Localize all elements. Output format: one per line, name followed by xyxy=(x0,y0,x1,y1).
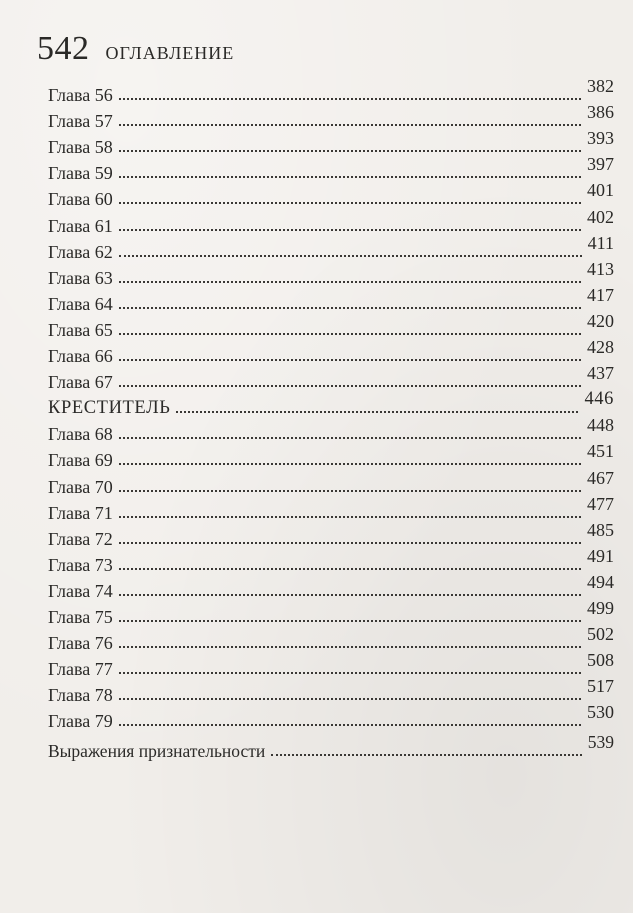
toc-entry-label: Глава 70 xyxy=(48,476,113,497)
dot-leader xyxy=(119,385,581,387)
toc-entry-label: Глава 78 xyxy=(48,685,113,706)
toc-entry-page: 417 xyxy=(587,284,614,305)
dot-leader xyxy=(119,516,581,518)
toc-entry-chapter-74[interactable] xyxy=(48,571,614,602)
dot-leader xyxy=(119,594,581,596)
toc-entry-label: Глава 66 xyxy=(48,346,113,367)
toc-entry-page: 413 xyxy=(587,258,614,279)
toc-entry-acknowledgments[interactable] xyxy=(48,731,614,762)
toc-entry-page: 485 xyxy=(587,519,614,540)
table-of-contents xyxy=(48,76,614,762)
toc-entry-chapter-75[interactable] xyxy=(48,597,614,628)
toc-entry-chapter-59[interactable] xyxy=(48,154,614,184)
dot-leader xyxy=(119,724,581,726)
toc-entry-chapter-68[interactable] xyxy=(48,415,614,445)
toc-entry-chapter-73[interactable] xyxy=(48,545,614,576)
toc-entry-chapter-62[interactable] xyxy=(48,232,614,263)
dot-leader xyxy=(119,646,581,648)
dot-leader xyxy=(119,568,581,570)
toc-entry-label: Глава 61 xyxy=(48,215,113,236)
toc-entry-label: Выражения признательности xyxy=(48,740,266,761)
toc-entry-chapter-69[interactable] xyxy=(48,441,614,471)
toc-entry-label: Глава 60 xyxy=(48,189,113,210)
dot-leader xyxy=(119,202,581,204)
toc-entry-label: Глава 59 xyxy=(48,163,113,184)
page-header xyxy=(37,30,234,68)
toc-entry-page: 411 xyxy=(587,232,614,253)
toc-entry-page: 539 xyxy=(587,731,614,752)
dot-leader xyxy=(119,229,581,231)
toc-entry-chapter-61[interactable] xyxy=(48,206,614,236)
dot-leader xyxy=(271,754,581,756)
toc-entry-page: 530 xyxy=(587,702,614,723)
toc-entry-label: Глава 72 xyxy=(48,528,113,549)
toc-entry-chapter-57[interactable] xyxy=(48,102,614,132)
dot-leader xyxy=(119,124,581,126)
toc-entry-chapter-72[interactable] xyxy=(48,519,614,550)
dot-leader xyxy=(119,542,581,544)
toc-entry-page: 448 xyxy=(587,415,614,436)
toc-entry-chapter-64[interactable] xyxy=(48,284,614,315)
toc-entry-page: 420 xyxy=(587,310,614,331)
toc-entry-label: Глава 76 xyxy=(48,633,113,654)
toc-entry-page: 428 xyxy=(587,337,614,358)
dot-leader xyxy=(119,333,581,335)
toc-part-label: КРЕСТИТЕЛЬ xyxy=(48,397,171,418)
toc-entry-page: 393 xyxy=(587,128,614,149)
toc-entry-chapter-56[interactable] xyxy=(48,76,614,106)
dot-leader xyxy=(176,411,578,413)
dot-leader xyxy=(119,359,581,361)
dot-leader xyxy=(119,463,581,465)
toc-entry-label: Глава 56 xyxy=(48,85,113,106)
toc-entry-label: Глава 63 xyxy=(48,267,113,288)
toc-entry-chapter-60[interactable] xyxy=(48,180,614,210)
toc-entry-chapter-70[interactable] xyxy=(48,467,614,497)
toc-entry-page: 494 xyxy=(587,571,614,592)
toc-entry-page: 401 xyxy=(587,180,614,201)
dot-leader xyxy=(119,281,581,283)
toc-entry-page: 508 xyxy=(587,650,614,671)
toc-entry-chapter-67[interactable] xyxy=(48,363,614,393)
toc-entry-page: 477 xyxy=(587,493,614,514)
dot-leader xyxy=(119,98,581,100)
toc-entry-label: Глава 62 xyxy=(48,241,113,262)
toc-entry-label: Глава 77 xyxy=(48,659,113,680)
toc-entry-page: 386 xyxy=(587,102,614,123)
toc-entry-page: 499 xyxy=(587,597,614,618)
dot-leader xyxy=(119,255,582,257)
toc-entry-page: 491 xyxy=(587,545,614,566)
toc-entry-label: Глава 74 xyxy=(48,580,113,601)
toc-entry-page: 402 xyxy=(587,206,614,227)
toc-entry-page: 397 xyxy=(587,154,614,175)
toc-entry-chapter-78[interactable] xyxy=(48,676,614,706)
toc-entry-label: Глава 79 xyxy=(48,711,113,732)
toc-entry-chapter-65[interactable] xyxy=(48,310,614,341)
toc-entry-page: 451 xyxy=(587,441,614,462)
dot-leader xyxy=(119,437,581,439)
toc-entry-page: 502 xyxy=(587,624,614,645)
toc-entry-label: Глава 58 xyxy=(48,137,113,158)
page-number: 542 xyxy=(37,30,90,67)
dot-leader xyxy=(119,490,581,492)
toc-entry-label: Глава 57 xyxy=(48,111,113,132)
toc-entry-label: Глава 67 xyxy=(48,372,113,393)
page-title: оглавление xyxy=(105,38,235,65)
toc-entry-label: Глава 69 xyxy=(48,450,113,471)
toc-entry-page: 437 xyxy=(587,363,614,384)
toc-entry-chapter-66[interactable] xyxy=(48,337,614,367)
dot-leader xyxy=(119,672,581,674)
toc-entry-page: 517 xyxy=(587,676,614,697)
toc-entry-label: Глава 68 xyxy=(48,424,113,445)
toc-entry-label: Глава 71 xyxy=(48,502,113,523)
toc-entry-chapter-71[interactable] xyxy=(48,493,614,524)
toc-entry-page: 467 xyxy=(587,467,614,488)
toc-entry-page: 382 xyxy=(587,76,614,97)
toc-entry-label: Глава 75 xyxy=(48,606,113,627)
toc-entry-part[interactable] xyxy=(48,388,614,419)
dot-leader xyxy=(119,176,581,178)
toc-entry-chapter-77[interactable] xyxy=(48,650,614,680)
toc-entry-chapter-79[interactable] xyxy=(48,702,614,732)
toc-entry-label: Глава 65 xyxy=(48,319,113,340)
toc-entry-chapter-76[interactable] xyxy=(48,624,614,654)
toc-entry-label: Глава 73 xyxy=(48,554,113,575)
dot-leader xyxy=(119,698,581,700)
dot-leader xyxy=(119,150,581,152)
toc-entry-chapter-58[interactable] xyxy=(48,128,614,158)
dot-leader xyxy=(119,620,581,622)
toc-entry-chapter-63[interactable] xyxy=(48,258,614,289)
dot-leader xyxy=(119,307,581,309)
toc-entry-label: Глава 64 xyxy=(48,293,113,314)
toc-entry-page: 446 xyxy=(584,388,614,409)
